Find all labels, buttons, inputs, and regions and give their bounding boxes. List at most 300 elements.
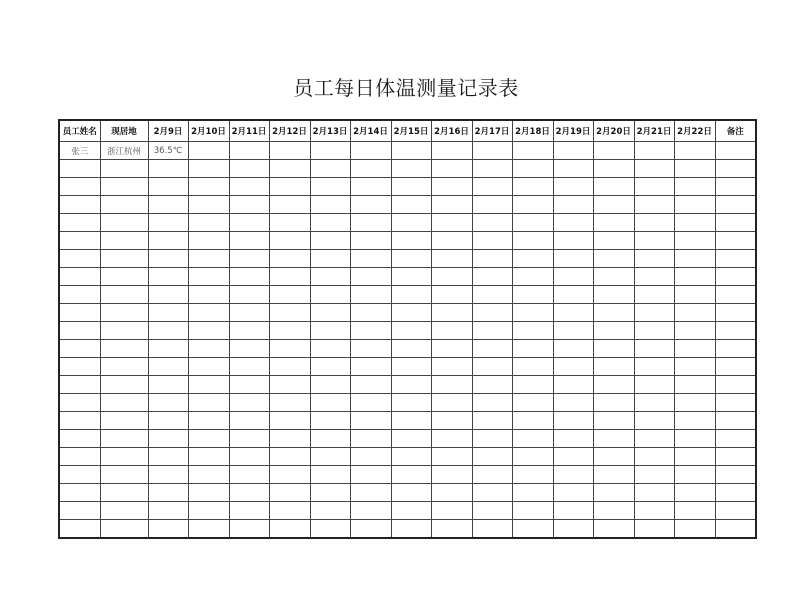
table-cell[interactable] <box>391 394 431 412</box>
table-cell[interactable] <box>310 502 350 520</box>
table-cell[interactable] <box>350 178 391 196</box>
table-cell[interactable] <box>674 358 715 376</box>
table-cell[interactable] <box>431 178 472 196</box>
table-cell[interactable] <box>593 520 634 539</box>
table-cell[interactable] <box>391 484 431 502</box>
table-cell[interactable] <box>100 466 148 484</box>
table-cell[interactable] <box>59 394 100 412</box>
table-cell[interactable] <box>593 376 634 394</box>
table-cell[interactable] <box>674 502 715 520</box>
table-cell[interactable] <box>634 232 674 250</box>
table-cell[interactable] <box>593 412 634 430</box>
table-cell[interactable] <box>350 214 391 232</box>
table-cell[interactable] <box>100 376 148 394</box>
table-cell[interactable] <box>715 484 756 502</box>
table-cell[interactable] <box>512 466 553 484</box>
table-cell[interactable] <box>431 520 472 539</box>
table-cell[interactable] <box>593 286 634 304</box>
table-cell[interactable] <box>715 160 756 178</box>
table-cell[interactable] <box>715 232 756 250</box>
table-cell[interactable] <box>512 322 553 340</box>
table-cell[interactable] <box>715 214 756 232</box>
table-cell[interactable] <box>269 214 310 232</box>
table-cell[interactable] <box>634 268 674 286</box>
table-cell[interactable] <box>674 448 715 466</box>
table-cell[interactable] <box>188 466 229 484</box>
table-cell[interactable] <box>431 448 472 466</box>
table-cell[interactable] <box>715 466 756 484</box>
table-cell[interactable] <box>553 484 593 502</box>
table-cell[interactable] <box>674 430 715 448</box>
table-cell[interactable] <box>634 286 674 304</box>
table-cell[interactable] <box>229 304 269 322</box>
table-cell[interactable] <box>100 250 148 268</box>
table-cell[interactable] <box>512 178 553 196</box>
table-cell[interactable] <box>472 160 512 178</box>
table-cell[interactable] <box>59 340 100 358</box>
table-cell[interactable] <box>148 322 188 340</box>
table-cell[interactable] <box>229 430 269 448</box>
table-cell[interactable] <box>634 448 674 466</box>
table-cell[interactable] <box>674 142 715 160</box>
table-cell[interactable] <box>472 430 512 448</box>
table-cell[interactable] <box>229 484 269 502</box>
table-cell[interactable] <box>59 502 100 520</box>
table-cell[interactable] <box>229 502 269 520</box>
table-cell[interactable] <box>229 358 269 376</box>
table-cell[interactable] <box>634 466 674 484</box>
table-cell[interactable] <box>350 286 391 304</box>
table-cell[interactable] <box>148 196 188 214</box>
table-cell[interactable] <box>391 286 431 304</box>
table-cell[interactable] <box>431 430 472 448</box>
table-cell[interactable] <box>715 502 756 520</box>
table-cell[interactable] <box>188 142 229 160</box>
table-cell[interactable] <box>188 322 229 340</box>
table-cell[interactable] <box>391 502 431 520</box>
table-cell[interactable] <box>431 232 472 250</box>
table-cell[interactable] <box>634 412 674 430</box>
table-cell[interactable] <box>553 322 593 340</box>
table-cell[interactable] <box>593 232 634 250</box>
table-cell[interactable] <box>634 430 674 448</box>
table-cell[interactable] <box>391 520 431 539</box>
table-cell[interactable] <box>100 232 148 250</box>
table-cell[interactable] <box>59 286 100 304</box>
table-cell[interactable] <box>229 376 269 394</box>
table-cell[interactable] <box>350 466 391 484</box>
table-cell[interactable] <box>310 286 350 304</box>
table-cell[interactable] <box>391 412 431 430</box>
table-cell[interactable] <box>674 286 715 304</box>
table-cell[interactable] <box>350 268 391 286</box>
table-cell[interactable] <box>512 340 553 358</box>
table-cell[interactable] <box>269 196 310 214</box>
table-cell[interactable] <box>553 304 593 322</box>
table-cell[interactable] <box>512 412 553 430</box>
table-cell[interactable] <box>229 142 269 160</box>
table-cell[interactable] <box>350 196 391 214</box>
table-cell[interactable] <box>715 448 756 466</box>
table-cell[interactable] <box>269 466 310 484</box>
table-cell[interactable] <box>188 376 229 394</box>
table-cell[interactable] <box>512 160 553 178</box>
table-cell[interactable] <box>512 430 553 448</box>
table-cell[interactable] <box>188 394 229 412</box>
table-cell[interactable] <box>188 520 229 539</box>
table-cell[interactable] <box>391 322 431 340</box>
table-cell[interactable] <box>100 430 148 448</box>
table-cell[interactable] <box>100 214 148 232</box>
table-cell[interactable] <box>634 196 674 214</box>
table-cell[interactable] <box>472 448 512 466</box>
table-cell[interactable] <box>674 232 715 250</box>
table-cell[interactable] <box>593 340 634 358</box>
table-cell[interactable] <box>59 178 100 196</box>
table-cell[interactable] <box>269 412 310 430</box>
table-cell[interactable] <box>229 322 269 340</box>
table-cell[interactable] <box>593 502 634 520</box>
table-cell[interactable] <box>512 214 553 232</box>
table-cell[interactable] <box>391 466 431 484</box>
table-cell[interactable] <box>350 304 391 322</box>
table-cell[interactable] <box>269 484 310 502</box>
table-cell[interactable] <box>59 412 100 430</box>
table-cell[interactable] <box>350 520 391 539</box>
table-cell[interactable] <box>350 484 391 502</box>
table-cell[interactable] <box>472 376 512 394</box>
table-cell[interactable] <box>674 394 715 412</box>
table-cell[interactable] <box>350 250 391 268</box>
table-cell[interactable] <box>715 250 756 268</box>
table-cell[interactable] <box>188 286 229 304</box>
table-cell[interactable] <box>553 376 593 394</box>
table-cell[interactable] <box>59 430 100 448</box>
table-cell[interactable] <box>512 358 553 376</box>
table-cell[interactable] <box>593 430 634 448</box>
table-cell[interactable] <box>634 394 674 412</box>
table-cell[interactable] <box>229 286 269 304</box>
table-cell[interactable] <box>674 412 715 430</box>
table-cell[interactable] <box>100 160 148 178</box>
table-cell[interactable] <box>59 448 100 466</box>
table-cell[interactable] <box>100 268 148 286</box>
table-cell[interactable] <box>715 196 756 214</box>
table-cell[interactable] <box>310 466 350 484</box>
table-cell[interactable] <box>350 340 391 358</box>
table-cell[interactable] <box>472 484 512 502</box>
table-cell[interactable] <box>512 232 553 250</box>
table-cell[interactable] <box>553 196 593 214</box>
table-cell[interactable] <box>472 250 512 268</box>
table-cell[interactable] <box>100 304 148 322</box>
table-cell[interactable] <box>391 304 431 322</box>
table-cell[interactable] <box>593 484 634 502</box>
table-cell[interactable] <box>350 376 391 394</box>
table-cell[interactable] <box>715 430 756 448</box>
table-cell[interactable] <box>310 448 350 466</box>
table-cell[interactable] <box>148 250 188 268</box>
table-cell[interactable] <box>350 142 391 160</box>
table-cell[interactable] <box>148 160 188 178</box>
table-cell[interactable] <box>148 214 188 232</box>
table-cell[interactable] <box>472 466 512 484</box>
table-cell[interactable] <box>431 196 472 214</box>
table-cell[interactable] <box>59 268 100 286</box>
table-cell[interactable] <box>553 430 593 448</box>
table-cell[interactable] <box>431 502 472 520</box>
table-cell[interactable] <box>148 340 188 358</box>
table-cell[interactable] <box>229 160 269 178</box>
table-cell[interactable] <box>188 250 229 268</box>
table-cell[interactable] <box>472 358 512 376</box>
table-cell[interactable] <box>512 520 553 539</box>
table-cell[interactable] <box>269 142 310 160</box>
table-cell[interactable] <box>634 520 674 539</box>
table-cell[interactable] <box>148 286 188 304</box>
table-cell[interactable] <box>310 340 350 358</box>
table-cell[interactable] <box>634 250 674 268</box>
table-cell[interactable] <box>188 178 229 196</box>
table-cell[interactable] <box>674 250 715 268</box>
table-cell[interactable] <box>472 142 512 160</box>
table-cell[interactable] <box>431 466 472 484</box>
table-cell[interactable] <box>553 286 593 304</box>
table-cell[interactable] <box>229 268 269 286</box>
table-cell[interactable] <box>391 178 431 196</box>
table-cell[interactable] <box>593 304 634 322</box>
table-cell[interactable] <box>553 412 593 430</box>
table-cell[interactable] <box>634 142 674 160</box>
table-cell[interactable] <box>593 250 634 268</box>
table-cell[interactable] <box>59 304 100 322</box>
table-cell[interactable] <box>100 358 148 376</box>
table-cell[interactable] <box>553 268 593 286</box>
table-cell[interactable] <box>350 232 391 250</box>
table-cell[interactable] <box>553 502 593 520</box>
table-cell[interactable] <box>269 322 310 340</box>
table-cell[interactable] <box>269 250 310 268</box>
table-cell[interactable] <box>472 178 512 196</box>
table-cell[interactable] <box>674 214 715 232</box>
table-cell[interactable] <box>674 304 715 322</box>
table-cell[interactable] <box>674 466 715 484</box>
table-cell[interactable] <box>59 484 100 502</box>
table-cell[interactable] <box>634 484 674 502</box>
table-cell[interactable] <box>100 412 148 430</box>
table-cell[interactable] <box>674 196 715 214</box>
table-cell[interactable] <box>350 322 391 340</box>
table-cell[interactable] <box>674 160 715 178</box>
table-cell[interactable] <box>350 448 391 466</box>
table-cell[interactable] <box>229 214 269 232</box>
table-cell[interactable] <box>188 196 229 214</box>
table-cell[interactable] <box>634 376 674 394</box>
table-cell[interactable] <box>674 520 715 539</box>
table-cell[interactable] <box>431 214 472 232</box>
table-cell[interactable] <box>553 178 593 196</box>
table-cell[interactable] <box>310 178 350 196</box>
table-cell[interactable] <box>188 430 229 448</box>
table-cell[interactable] <box>310 214 350 232</box>
table-cell[interactable] <box>674 376 715 394</box>
table-cell[interactable] <box>269 160 310 178</box>
table-cell[interactable] <box>674 178 715 196</box>
table-cell[interactable] <box>553 448 593 466</box>
table-cell[interactable] <box>472 412 512 430</box>
table-cell[interactable] <box>715 286 756 304</box>
table-cell[interactable] <box>472 304 512 322</box>
table-cell[interactable] <box>229 466 269 484</box>
table-cell[interactable] <box>634 358 674 376</box>
table-cell[interactable] <box>472 340 512 358</box>
table-cell[interactable] <box>100 178 148 196</box>
table-cell[interactable] <box>715 178 756 196</box>
table-cell[interactable] <box>188 304 229 322</box>
table-cell[interactable] <box>431 286 472 304</box>
table-cell[interactable] <box>472 394 512 412</box>
table-cell[interactable] <box>553 340 593 358</box>
table-cell[interactable] <box>391 268 431 286</box>
table-cell[interactable] <box>634 160 674 178</box>
table-cell[interactable] <box>593 448 634 466</box>
table-cell[interactable] <box>269 178 310 196</box>
table-cell[interactable] <box>310 484 350 502</box>
table-cell[interactable] <box>512 304 553 322</box>
table-cell[interactable] <box>715 412 756 430</box>
table-cell[interactable] <box>59 358 100 376</box>
table-cell[interactable] <box>269 520 310 539</box>
table-cell[interactable] <box>593 394 634 412</box>
table-cell[interactable] <box>310 358 350 376</box>
table-cell[interactable] <box>593 178 634 196</box>
table-cell[interactable] <box>310 412 350 430</box>
table-cell[interactable] <box>59 250 100 268</box>
table-cell[interactable] <box>269 340 310 358</box>
table-cell[interactable] <box>715 394 756 412</box>
table-cell[interactable] <box>269 448 310 466</box>
table-cell[interactable] <box>715 520 756 539</box>
table-cell[interactable] <box>229 340 269 358</box>
table-cell[interactable] <box>431 250 472 268</box>
table-cell[interactable] <box>512 142 553 160</box>
table-cell[interactable] <box>431 484 472 502</box>
table-cell[interactable] <box>188 232 229 250</box>
table-cell[interactable] <box>553 232 593 250</box>
table-cell[interactable] <box>472 322 512 340</box>
table-cell[interactable] <box>472 214 512 232</box>
table-cell[interactable] <box>593 142 634 160</box>
table-cell[interactable] <box>310 250 350 268</box>
table-cell[interactable] <box>269 232 310 250</box>
table-cell[interactable] <box>229 520 269 539</box>
table-cell[interactable] <box>188 412 229 430</box>
table-cell[interactable] <box>715 142 756 160</box>
table-cell[interactable] <box>553 214 593 232</box>
table-cell[interactable] <box>634 322 674 340</box>
table-cell[interactable] <box>472 286 512 304</box>
table-cell[interactable] <box>100 448 148 466</box>
table-cell[interactable] <box>100 340 148 358</box>
table-cell[interactable] <box>553 160 593 178</box>
table-cell[interactable] <box>269 376 310 394</box>
table-cell[interactable] <box>148 376 188 394</box>
table-cell[interactable] <box>310 196 350 214</box>
table-cell[interactable] <box>350 394 391 412</box>
table-cell[interactable] <box>431 358 472 376</box>
table-cell[interactable] <box>350 502 391 520</box>
table-cell[interactable] <box>229 250 269 268</box>
table-cell[interactable] <box>472 268 512 286</box>
table-cell[interactable] <box>269 286 310 304</box>
table-cell[interactable] <box>634 502 674 520</box>
table-cell[interactable] <box>431 376 472 394</box>
table-cell[interactable] <box>593 196 634 214</box>
table-cell[interactable] <box>512 250 553 268</box>
table-cell[interactable] <box>674 268 715 286</box>
table-cell[interactable] <box>188 268 229 286</box>
table-cell[interactable] <box>188 160 229 178</box>
table-cell[interactable] <box>148 232 188 250</box>
table-cell[interactable] <box>674 340 715 358</box>
table-cell[interactable] <box>59 322 100 340</box>
table-cell[interactable] <box>553 466 593 484</box>
table-cell[interactable] <box>59 520 100 539</box>
table-cell[interactable] <box>100 286 148 304</box>
table-cell[interactable] <box>391 430 431 448</box>
table-cell[interactable] <box>350 412 391 430</box>
table-cell[interactable] <box>593 160 634 178</box>
table-cell[interactable] <box>431 304 472 322</box>
table-cell[interactable]: 张三 <box>59 142 100 160</box>
table-cell[interactable] <box>391 448 431 466</box>
table-cell[interactable] <box>229 196 269 214</box>
table-cell[interactable] <box>512 196 553 214</box>
table-cell[interactable] <box>391 358 431 376</box>
table-cell[interactable] <box>229 178 269 196</box>
table-cell[interactable] <box>553 142 593 160</box>
table-cell[interactable] <box>391 376 431 394</box>
table-cell[interactable] <box>715 376 756 394</box>
table-cell[interactable] <box>553 250 593 268</box>
table-cell[interactable] <box>715 358 756 376</box>
table-cell[interactable] <box>310 268 350 286</box>
table-cell[interactable] <box>553 394 593 412</box>
table-cell[interactable] <box>472 232 512 250</box>
table-cell[interactable] <box>100 484 148 502</box>
table-cell[interactable] <box>100 196 148 214</box>
table-cell[interactable] <box>310 304 350 322</box>
table-cell[interactable] <box>269 502 310 520</box>
table-cell[interactable] <box>593 268 634 286</box>
table-cell[interactable]: 浙江杭州 <box>100 142 148 160</box>
table-cell[interactable] <box>674 484 715 502</box>
table-cell[interactable] <box>100 502 148 520</box>
table-cell[interactable] <box>100 322 148 340</box>
table-cell[interactable] <box>391 232 431 250</box>
table-cell[interactable] <box>553 520 593 539</box>
table-cell[interactable] <box>512 376 553 394</box>
table-cell[interactable] <box>431 412 472 430</box>
table-cell[interactable] <box>310 160 350 178</box>
table-cell[interactable] <box>59 376 100 394</box>
table-cell[interactable] <box>148 304 188 322</box>
table-cell[interactable] <box>634 214 674 232</box>
table-cell[interactable] <box>431 160 472 178</box>
table-cell[interactable] <box>310 394 350 412</box>
table-cell[interactable] <box>310 322 350 340</box>
table-cell[interactable] <box>100 394 148 412</box>
